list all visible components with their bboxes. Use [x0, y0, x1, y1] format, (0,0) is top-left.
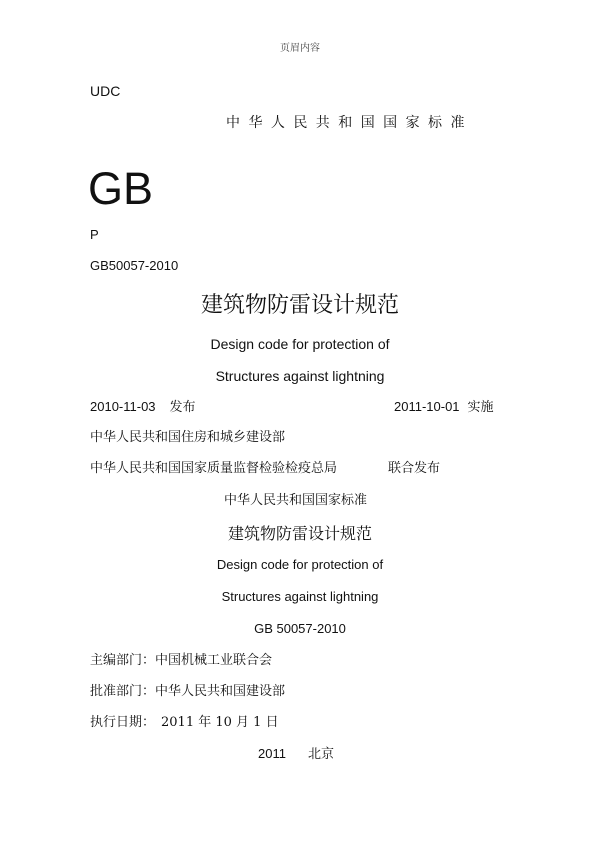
- effective-label: 执行日期：: [90, 715, 156, 730]
- document-title-en-line1: Design code for protection of: [210, 336, 390, 352]
- document-title-en-inner-line2: Structures against lightning: [221, 589, 379, 604]
- national-standard-heading: 中 华 人 民 共 和 国 国 家 标 准: [226, 115, 467, 131]
- publish-date: 2010-11-03: [90, 399, 156, 414]
- approver-line: [90, 685, 285, 698]
- effective-value: 2011 年 10 月 1 日: [161, 715, 279, 730]
- footer-year: 2011: [258, 746, 286, 761]
- national-standard-label: 中华人民共和国国家标准: [224, 493, 368, 508]
- issuer-housing-ministry: 中华人民共和国住房和城乡建设部: [90, 430, 286, 445]
- editor-label: 主编部门：: [90, 653, 156, 668]
- implement-label: 实施: [467, 400, 494, 415]
- approver-label: 批准部门：: [90, 684, 156, 699]
- document-title-en-line2: Structures against lightning: [215, 368, 385, 384]
- implement-date: 2011-10-01: [394, 399, 460, 414]
- footer-city: 北京: [307, 747, 334, 762]
- gb-mark: GB: [88, 163, 154, 214]
- document-title-cn-inner: 建筑物防雷设计规范: [227, 524, 372, 543]
- document-title-en-inner-line1: Design code for protection of: [216, 557, 384, 572]
- p-label: P: [90, 227, 99, 242]
- page-header: 页眉内容: [280, 43, 320, 54]
- approver-value: 中华人民共和国建设部: [155, 684, 286, 699]
- standard-code-inner: GB 50057-2010: [254, 621, 346, 636]
- footer-line: [258, 747, 334, 761]
- issuer-aqsiq: 中华人民共和国国家质量监督检验检疫总局: [90, 461, 338, 476]
- udc-label: UDC: [90, 83, 121, 99]
- implement-line: [394, 400, 494, 414]
- editor-line: [90, 654, 272, 667]
- effective-date-line: [90, 716, 279, 729]
- publish-label: 发布: [169, 400, 196, 415]
- standard-code: GB50057-2010: [90, 258, 179, 273]
- editor-value: 中国机械工业联合会: [155, 653, 273, 668]
- publish-line: [90, 400, 196, 414]
- joint-publish-label: 联合发布: [388, 461, 441, 476]
- document-title-cn: 建筑物防雷设计规范: [200, 293, 399, 318]
